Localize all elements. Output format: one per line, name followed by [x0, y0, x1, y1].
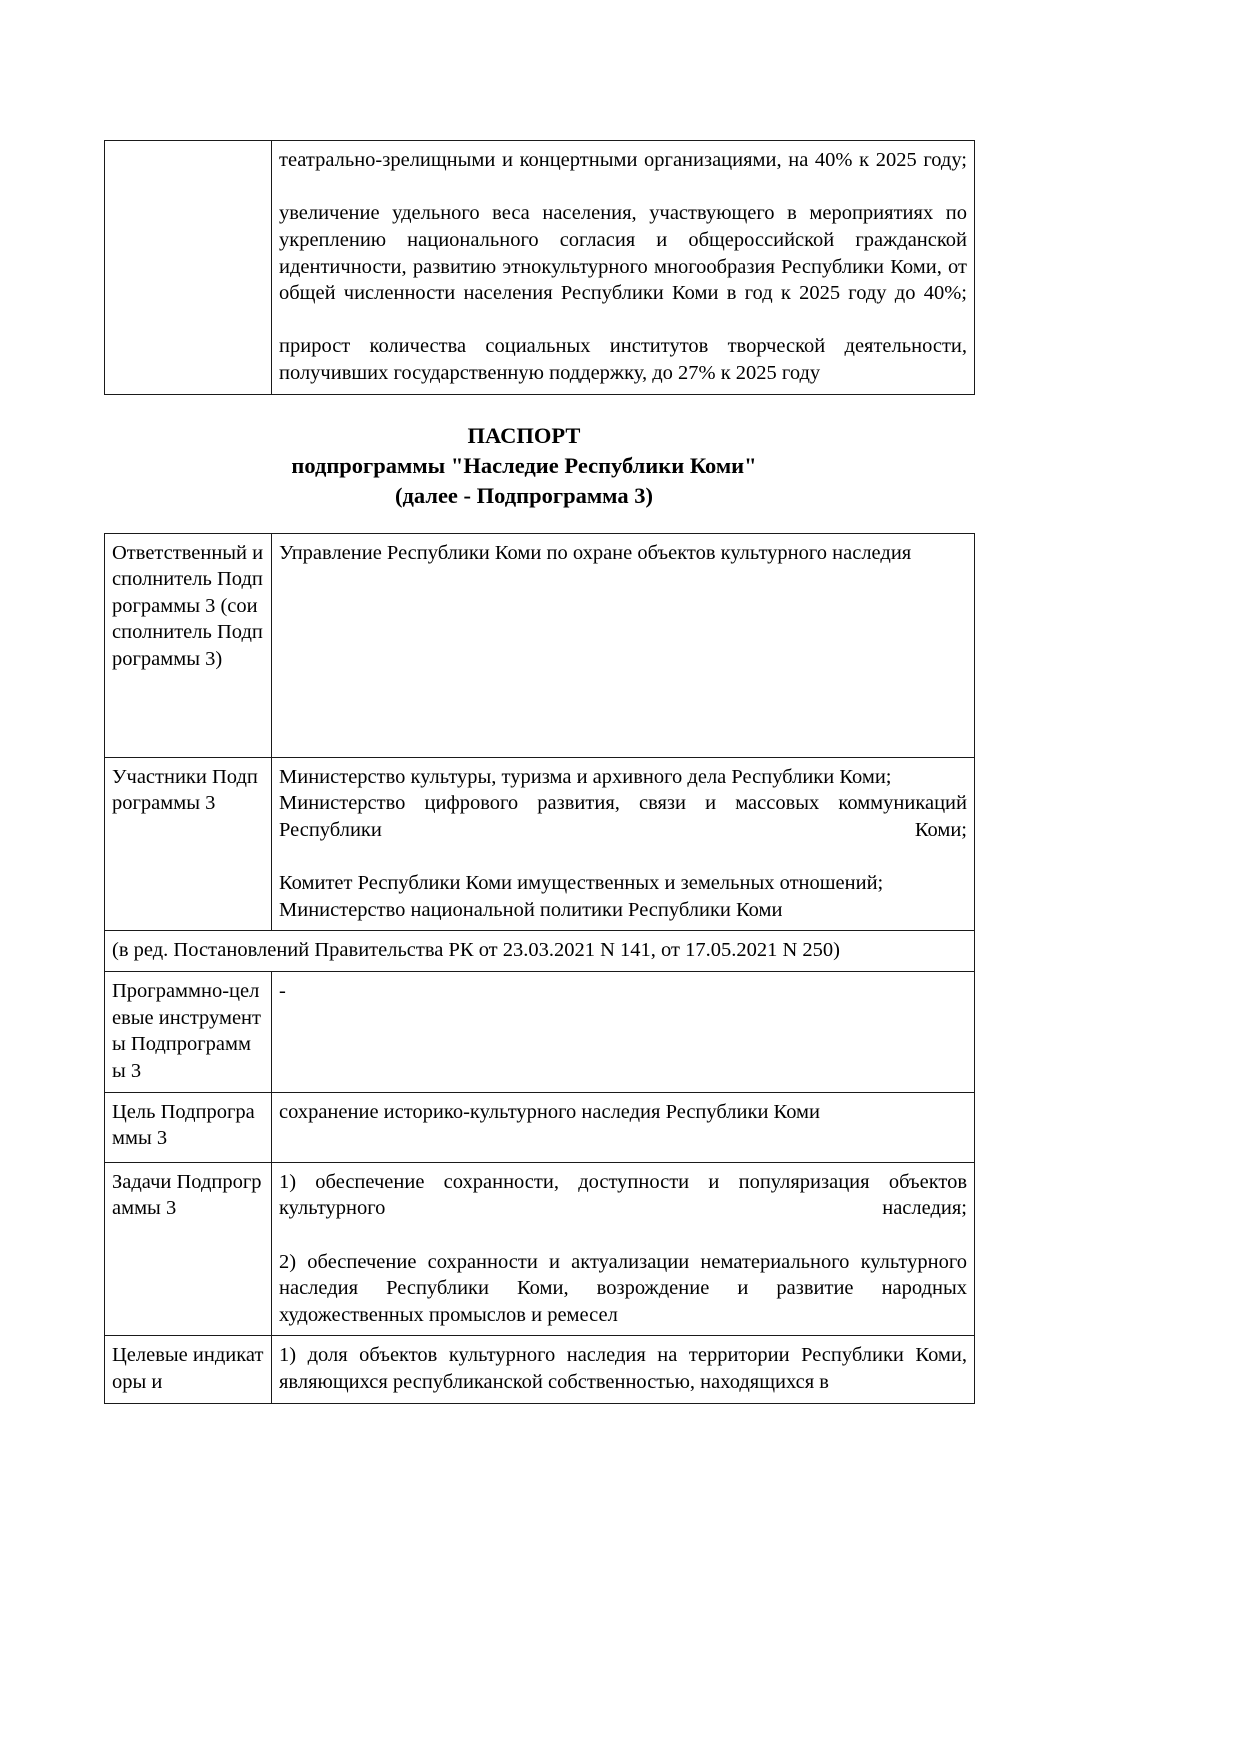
- label-text: Программно-целевые инструменты Подпрограммы 3: [112, 980, 261, 1082]
- value-paragraph: Управление Республики Коми по охране объектов культурного наследия: [279, 541, 912, 564]
- label-text: Целевые индикаторы и: [112, 1344, 264, 1394]
- value-paragraph-2: Министерство цифрового развития, связи и массовых коммуникаций Республики Коми;: [279, 792, 967, 841]
- value-paragraph-2: 2) обеспечение сохранности и актуализации нематериального культурного наследия Республики Коми, возрождение и развитие народных художественных промыслов и ремесел: [279, 1250, 967, 1326]
- heading-line-shortname: (далее - Подпрограмма 3): [395, 482, 653, 508]
- passport-heading: [104, 421, 944, 511]
- continued-paragraph-3: прирост количества социальных институтов творческой деятельности, получивших государственную поддержку, до 27% к 2025 году: [279, 335, 967, 385]
- label-text: Участники Подпрограммы 3: [112, 765, 258, 815]
- label-text: Ответственный исполнитель Подпрограммы 3 (соисполнитель Подпрограммы 3): [112, 541, 264, 671]
- value-paragraph-3: Комитет Республики Коми имущественных и земельных отношений;: [279, 872, 884, 895]
- label-target-indicators: [105, 1336, 272, 1403]
- value-goal: [272, 1092, 975, 1162]
- table-row-responsible-executor: [105, 533, 975, 757]
- continued-paragraph-2: увеличение удельного веса населения, участвующего в мероприятиях по укреплению национального согласия и общероссийской гражданской идентичности, развитию этнокультурного многообразия Республики Коми, от общей численности населения Республики Коми в год к 2025 году до 40%;: [279, 202, 967, 305]
- value-tasks: [272, 1162, 975, 1336]
- value-paragraph: 1) доля объектов культурного наследия на территории Республики Коми, являющихся республиканской собственностью, находящихся в: [279, 1344, 967, 1394]
- passport-table: [104, 533, 975, 1404]
- label-participants: [105, 757, 272, 931]
- label-program-target-instruments: [105, 972, 272, 1093]
- label-responsible-executor: [105, 533, 272, 757]
- table-row-goal: [105, 1092, 975, 1162]
- continued-indicators-table: [104, 140, 975, 395]
- table-row-target-indicators: [105, 1336, 975, 1403]
- amendment-note-cell: [105, 931, 975, 972]
- table-row-tasks: [105, 1162, 975, 1336]
- value-paragraph: сохранение историко-культурного наследия Республики Коми: [279, 1100, 820, 1123]
- table-row: [105, 141, 975, 395]
- value-paragraph-4: Министерство национальной политики Республики Коми: [279, 898, 783, 921]
- label-text: Цель Подпрограммы 3: [112, 1100, 255, 1150]
- continued-label-cell: [105, 141, 272, 395]
- table-row-program-target-instruments: [105, 972, 975, 1093]
- value-paragraph: -: [279, 980, 286, 1003]
- value-participants: [272, 757, 975, 931]
- heading-line-subprogram-name: подпрограммы "Наследие Республики Коми": [291, 452, 757, 478]
- heading-line-pasport: ПАСПОРТ: [467, 422, 581, 448]
- continued-paragraph-1: театрально-зрелищными и концертными организациями, на 40% к 2025 году;: [279, 149, 967, 171]
- continued-value-cell: [272, 141, 975, 395]
- label-text: Задачи Подпрограммы 3: [112, 1170, 262, 1220]
- amendment-note-text: (в ред. Постановлений Правительства РК от 23.03.2021 N 141, от 17.05.2021 N 250): [112, 939, 841, 962]
- value-target-indicators: [272, 1336, 975, 1403]
- table-row-amendment-note: [105, 931, 975, 972]
- table-row-participants: [105, 757, 975, 931]
- value-paragraph-1: Министерство культуры, туризма и архивного дела Республики Коми;: [279, 765, 892, 788]
- value-responsible-executor: [272, 533, 975, 757]
- label-goal: [105, 1092, 272, 1162]
- value-program-target-instruments: [272, 972, 975, 1093]
- label-tasks: [105, 1162, 272, 1336]
- value-paragraph-1: 1) обеспечение сохранности, доступности и популяризация объектов культурного наследия;: [279, 1170, 967, 1220]
- page-content: [104, 0, 967, 1404]
